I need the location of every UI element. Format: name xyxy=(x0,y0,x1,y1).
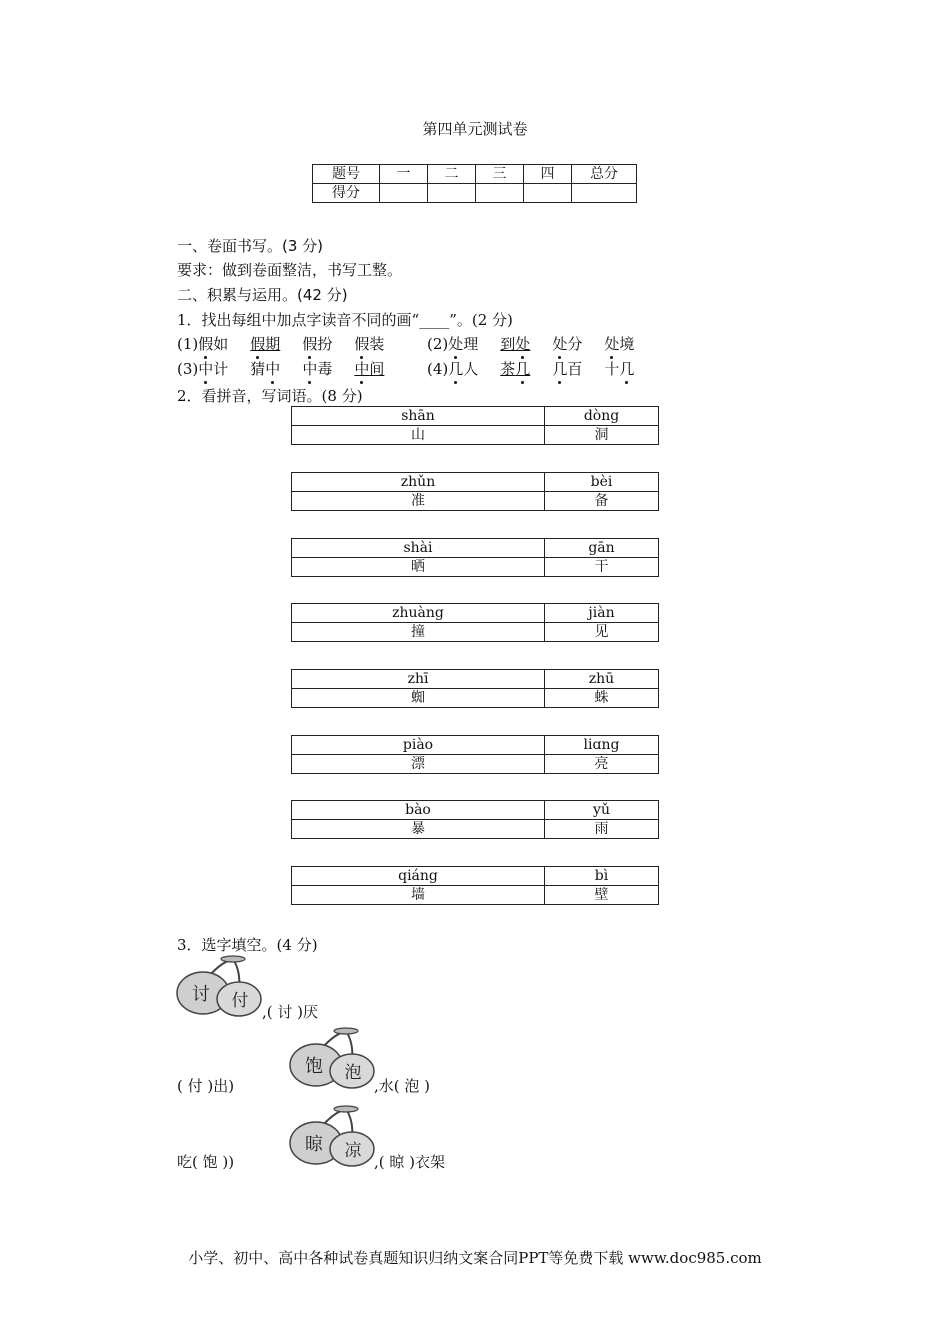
fill-answer: ( 付 )出) xyxy=(177,1077,235,1095)
pinyin-cell: dòng xyxy=(545,407,659,426)
group-label: (2) xyxy=(427,335,449,353)
pinyin-cell: bào xyxy=(292,801,545,820)
score-table xyxy=(312,164,637,203)
score-header-cell: 二 xyxy=(428,165,476,184)
word-cell[interactable]: 见 xyxy=(545,623,659,642)
fill-answer: 吃( 饱 )) xyxy=(177,1153,235,1171)
word-option[interactable]: 猜中 xyxy=(250,360,281,378)
word-cell[interactable]: 准 xyxy=(292,492,545,511)
cherry-char: 讨 xyxy=(192,984,210,1005)
word-cell[interactable]: 雨 xyxy=(545,820,659,839)
word-cell[interactable]: 撞 xyxy=(292,623,545,642)
pinyin-table xyxy=(291,406,659,445)
word-cell[interactable]: 晒 xyxy=(292,558,545,577)
fill-answer: ,( 晾 )衣架 xyxy=(374,1153,446,1171)
pinyin-cell: shài xyxy=(292,539,545,558)
pinyin-cell: zhǔn xyxy=(292,473,545,492)
q1-group-3 xyxy=(177,358,406,379)
cherry-char: 泡 xyxy=(344,1063,362,1083)
group-label: (3) xyxy=(177,360,199,378)
word-cell[interactable]: 备 xyxy=(545,492,659,511)
word-option[interactable]: 处境 xyxy=(604,335,635,353)
dotted-char: 处 xyxy=(604,335,620,353)
section1-requirement: 要求：做到卷面整洁，书写工整。 xyxy=(177,261,403,279)
footer-text: 小学、初中、高中各种试卷真题知识归纳文案合同PPT等免费下载 www.doc985.com xyxy=(188,1249,762,1267)
word-option[interactable]: 假装 xyxy=(354,335,385,353)
word-cell[interactable]: 蛛 xyxy=(545,689,659,708)
pinyin-cell: yǔ xyxy=(545,801,659,820)
page-title: 第四单元测试卷 xyxy=(422,120,528,138)
pinyin-cell: piào xyxy=(292,736,545,755)
word-option[interactable]: 中间 xyxy=(354,360,385,378)
group-label: (4) xyxy=(427,360,449,378)
score-cell[interactable] xyxy=(476,184,524,203)
pinyin-cell: bì xyxy=(545,867,659,886)
cherry-char: 饱 xyxy=(305,1056,323,1077)
word-cell[interactable]: 墙 xyxy=(292,886,545,905)
score-cell[interactable] xyxy=(428,184,476,203)
score-cell[interactable] xyxy=(380,184,428,203)
dotted-char: 中 xyxy=(265,360,281,378)
pinyin-table xyxy=(291,735,659,774)
pinyin-cell: zhū xyxy=(545,670,659,689)
word-cell[interactable]: 山 xyxy=(292,426,545,445)
word-option[interactable]: 十几 xyxy=(604,360,635,378)
pinyin-table xyxy=(291,800,659,839)
dotted-char: 几 xyxy=(448,360,464,378)
cherry-pair-icon xyxy=(288,1105,378,1167)
score-cell[interactable] xyxy=(524,184,572,203)
dotted-char: 中 xyxy=(354,360,370,378)
q1-group-1 xyxy=(177,333,406,354)
section1-heading: 一、卷面书写。(3 分) xyxy=(177,237,324,255)
fill-answer: ,( 讨 )厌 xyxy=(262,1003,319,1021)
q1-group-2 xyxy=(427,333,656,354)
pinyin-cell: jiàn xyxy=(545,604,659,623)
dotted-char: 几 xyxy=(552,360,568,378)
dotted-char: 假 xyxy=(198,335,214,353)
word-cell[interactable]: 洞 xyxy=(545,426,659,445)
pinyin-table xyxy=(291,866,659,905)
dotted-char: 中 xyxy=(198,360,214,378)
pinyin-table xyxy=(291,538,659,577)
pinyin-table xyxy=(291,603,659,642)
score-row-label: 得分 xyxy=(313,184,380,203)
cherry-pair-icon xyxy=(288,1027,378,1089)
pinyin-cell: zhuàng xyxy=(292,604,545,623)
cherry-char: 付 xyxy=(231,991,249,1011)
section2-heading: 二、积累与运用。(42 分) xyxy=(177,286,348,304)
word-cell[interactable]: 壁 xyxy=(545,886,659,905)
cherry-pair-icon xyxy=(175,955,265,1017)
word-option[interactable]: 几百 xyxy=(552,360,583,378)
dotted-char: 处 xyxy=(448,335,464,353)
pinyin-table xyxy=(291,669,659,708)
word-option[interactable]: 到处 xyxy=(500,335,531,353)
q3-prompt: 3．选字填空。(4 分) xyxy=(177,936,318,954)
word-cell[interactable]: 亮 xyxy=(545,755,659,774)
word-cell[interactable]: 漂 xyxy=(292,755,545,774)
score-header-cell: 题号 xyxy=(313,165,380,184)
group-label: (1) xyxy=(177,335,199,353)
word-option[interactable]: 茶几 xyxy=(500,360,531,378)
word-cell[interactable]: 暴 xyxy=(292,820,545,839)
word-option[interactable]: 处理 xyxy=(448,335,479,353)
pinyin-cell: liɑng xyxy=(545,736,659,755)
q1-prompt: 1．找出每组中加点字读音不同的画“____”。(2 分) xyxy=(177,311,513,329)
score-header-cell: 三 xyxy=(476,165,524,184)
dotted-char: 中 xyxy=(302,360,318,378)
score-cell[interactable] xyxy=(572,184,637,203)
word-option[interactable]: 处分 xyxy=(552,335,583,353)
pinyin-cell: zhī xyxy=(292,670,545,689)
score-header-cell: 总分 xyxy=(572,165,637,184)
dotted-char: 几 xyxy=(515,360,531,378)
pinyin-cell: shān xyxy=(292,407,545,426)
dotted-char: 几 xyxy=(619,360,635,378)
score-table-header-row xyxy=(313,165,637,184)
fill-answer: ,水( 泡 ) xyxy=(374,1077,431,1095)
pinyin-table xyxy=(291,472,659,511)
dotted-char: 假 xyxy=(354,335,370,353)
word-cell[interactable]: 蜘 xyxy=(292,689,545,708)
dotted-char: 假 xyxy=(302,335,318,353)
dotted-char: 处 xyxy=(515,335,531,353)
pinyin-cell: qiáng xyxy=(292,867,545,886)
score-header-cell: 四 xyxy=(524,165,572,184)
dotted-char: 假 xyxy=(250,335,266,353)
pinyin-cell: gān xyxy=(545,539,659,558)
word-cell[interactable]: 干 xyxy=(545,558,659,577)
score-header-cell: 一 xyxy=(380,165,428,184)
word-option[interactable]: 中毒 xyxy=(302,360,333,378)
cherry-char: 凉 xyxy=(344,1141,362,1161)
word-option[interactable]: 几人 xyxy=(448,360,479,378)
word-option[interactable]: 中计 xyxy=(198,360,229,378)
q2-prompt: 2．看拼音，写词语。(8 分) xyxy=(177,387,363,405)
dotted-char: 处 xyxy=(552,335,568,353)
word-option[interactable]: 假如 xyxy=(198,335,229,353)
q1-group-4 xyxy=(427,358,656,379)
score-table-score-row xyxy=(313,184,637,203)
word-option[interactable]: 假扮 xyxy=(302,335,333,353)
pinyin-cell: bèi xyxy=(545,473,659,492)
cherry-char: 晾 xyxy=(305,1134,323,1155)
word-option[interactable]: 假期 xyxy=(250,335,281,353)
